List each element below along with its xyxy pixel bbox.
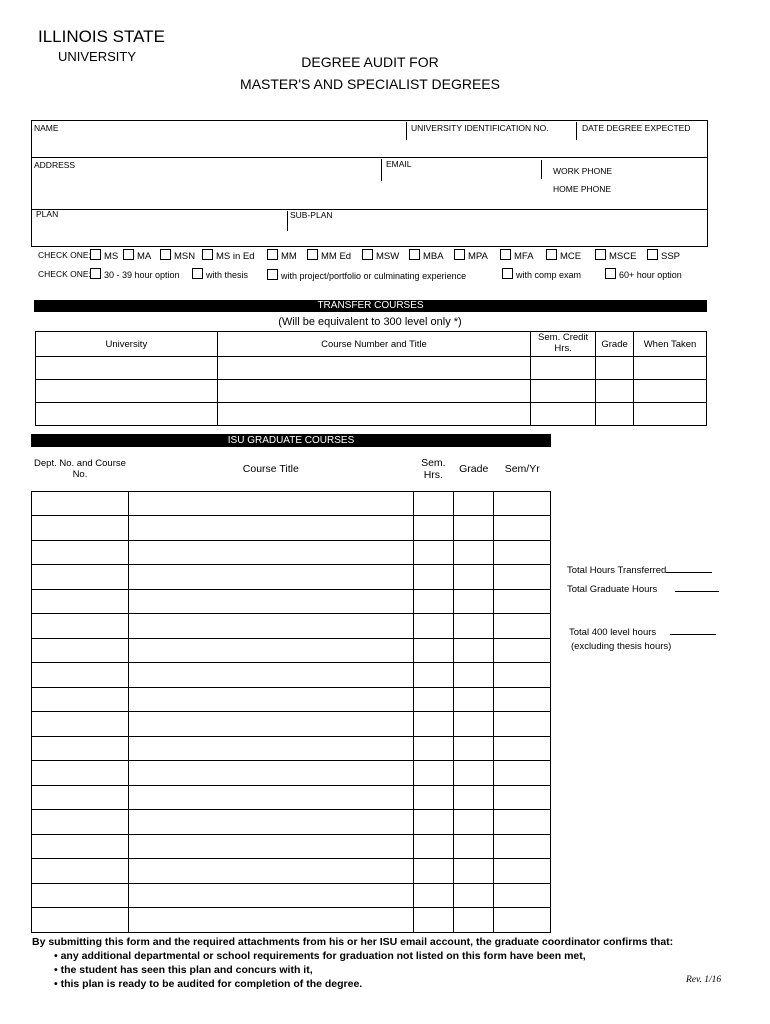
transfer-courses-table [35, 331, 707, 426]
col-course-title: Course Title [128, 447, 413, 491]
checkbox-icon [595, 249, 606, 260]
isu-courses-body [32, 491, 551, 932]
table-row [32, 491, 551, 516]
table-cell[interactable] [454, 565, 494, 590]
table-cell[interactable] [494, 663, 551, 688]
checkbox-icon [502, 268, 513, 279]
table-cell[interactable] [128, 785, 413, 810]
plan-field[interactable]: PLAN [36, 209, 59, 219]
table-cell[interactable] [454, 834, 494, 859]
table-cell[interactable] [128, 687, 413, 712]
table-row [32, 736, 551, 761]
total-400-level-hours[interactable]: Total 400 level hours [569, 627, 716, 638]
table-cell[interactable] [413, 908, 453, 933]
table-cell[interactable] [634, 403, 707, 426]
checkbox-icon [307, 249, 318, 260]
option-checkbox-project[interactable]: with project/portfolio or culminating experience [267, 269, 466, 281]
table-cell[interactable] [531, 357, 596, 380]
table-cell[interactable] [494, 589, 551, 614]
col-credit-hours: Sem. Credit Hrs. [531, 332, 596, 357]
table-cell[interactable] [494, 638, 551, 663]
list-item: • this plan is ready to be audited for completion of the degree. [54, 977, 673, 991]
table-cell[interactable] [413, 736, 453, 761]
table-cell[interactable] [32, 859, 129, 884]
table-cell[interactable] [494, 736, 551, 761]
degree-checkbox-mba[interactable]: MBA [409, 249, 444, 262]
uid-field[interactable]: UNIVERSITY IDENTIFICATION NO. [411, 123, 549, 133]
table-cell[interactable] [32, 736, 129, 761]
option-checkbox-comp-exam[interactable]: with comp exam [502, 268, 581, 280]
table-cell[interactable] [128, 834, 413, 859]
table-row [32, 859, 551, 884]
degree-checkbox-msw[interactable]: MSW [362, 249, 399, 262]
table-cell[interactable] [413, 638, 453, 663]
table-cell[interactable] [128, 810, 413, 835]
table-cell[interactable] [494, 810, 551, 835]
table-row [32, 589, 551, 614]
fill-line [675, 591, 719, 592]
list-item: • any additional departmental or school requirements for graduation not listed on this form have been met, [54, 949, 673, 963]
table-cell[interactable] [634, 357, 707, 380]
table-cell[interactable] [32, 908, 129, 933]
table-cell[interactable] [32, 589, 129, 614]
checkbox-icon [454, 249, 465, 260]
table-cell[interactable] [128, 908, 413, 933]
table-cell[interactable] [32, 663, 129, 688]
table-cell[interactable] [413, 712, 453, 737]
total-400-level-note: (excluding thesis hours) [571, 641, 672, 652]
table-row [32, 834, 551, 859]
table-cell[interactable] [531, 403, 596, 426]
checkbox-icon [409, 249, 420, 260]
transfer-courses-title: TRANSFER COURSES [34, 300, 707, 312]
form-title-line2: MASTER'S AND SPECIALIST DEGREES [240, 76, 500, 92]
table-row [32, 638, 551, 663]
table-cell[interactable] [413, 859, 453, 884]
table-cell[interactable] [128, 516, 413, 541]
checkbox-icon [362, 249, 373, 260]
table-cell[interactable] [494, 540, 551, 565]
checkbox-icon [90, 249, 101, 260]
table-row [32, 908, 551, 933]
table-row [32, 663, 551, 688]
table-cell[interactable] [494, 565, 551, 590]
transfer-courses-subtitle: (Will be equivalent to 300 level only *) [278, 316, 462, 328]
checkbox-icon [267, 269, 278, 280]
table-cell[interactable] [128, 491, 413, 516]
table-cell[interactable] [494, 712, 551, 737]
form-title-line1: DEGREE AUDIT FOR [301, 54, 439, 70]
work-phone-field[interactable]: WORK PHONE [553, 166, 613, 176]
footer-bullets [32, 949, 673, 991]
table-cell[interactable] [494, 834, 551, 859]
table-cell[interactable] [494, 516, 551, 541]
table-cell[interactable] [454, 540, 494, 565]
table-cell[interactable] [32, 614, 129, 639]
table-cell[interactable] [217, 403, 530, 426]
table-row [32, 785, 551, 810]
degree-checkbox-msn[interactable]: MSN [160, 249, 195, 262]
table-cell[interactable] [454, 859, 494, 884]
table-cell[interactable] [128, 565, 413, 590]
option-checkbox-60-hours[interactable]: 60+ hour option [605, 268, 682, 280]
table-row [32, 761, 551, 786]
table-cell[interactable] [494, 883, 551, 908]
table-cell[interactable] [413, 834, 453, 859]
option-checkbox-thesis[interactable]: with thesis [192, 268, 248, 280]
table-cell[interactable] [413, 663, 453, 688]
col-sem-hrs: Sem. Hrs. [413, 447, 453, 491]
table-row [32, 516, 551, 541]
university-name-line2: UNIVERSITY [58, 49, 137, 64]
table-cell[interactable] [128, 883, 413, 908]
checkbox-icon [647, 249, 658, 260]
table-cell[interactable] [128, 638, 413, 663]
checkbox-icon [500, 249, 511, 260]
degree-checkbox-mpa[interactable]: MPA [454, 249, 488, 262]
checkbox-icon [605, 268, 616, 279]
table-cell[interactable] [413, 589, 453, 614]
degree-checkbox-mm-ed[interactable]: MM Ed [307, 249, 351, 262]
checkbox-icon [267, 249, 278, 260]
table-cell[interactable] [413, 785, 453, 810]
degree-checkbox-mfa[interactable]: MFA [500, 249, 534, 262]
university-name-line1: ILLINOIS STATE [38, 27, 165, 46]
table-cell[interactable] [454, 883, 494, 908]
table-cell[interactable] [494, 859, 551, 884]
table-cell[interactable] [128, 736, 413, 761]
table-cell[interactable] [413, 883, 453, 908]
table-cell[interactable] [32, 687, 129, 712]
col-grade: Grade [454, 447, 494, 491]
table-cell[interactable] [454, 761, 494, 786]
isu-courses-table [31, 447, 551, 933]
table-cell[interactable] [494, 491, 551, 516]
address-field[interactable]: ADDRESS [34, 160, 76, 170]
table-row [36, 357, 707, 380]
table-row [32, 883, 551, 908]
check-one-options-label: CHECK ONE: [38, 269, 91, 279]
table-cell[interactable] [128, 663, 413, 688]
table-cell[interactable] [32, 565, 129, 590]
fill-line [666, 572, 712, 573]
table-cell[interactable] [128, 712, 413, 737]
table-cell[interactable] [413, 491, 453, 516]
table-header-row [32, 447, 551, 491]
table-cell[interactable] [32, 540, 129, 565]
degree-checkbox-ms-in-ed[interactable]: MS in Ed [202, 249, 255, 262]
degree-checkbox-mce[interactable]: MCE [546, 249, 581, 262]
table-cell[interactable] [494, 687, 551, 712]
table-row [36, 403, 707, 426]
table-cell[interactable] [454, 687, 494, 712]
degree-checkbox-msce[interactable]: MSCE [595, 249, 636, 262]
checkbox-icon [202, 249, 213, 260]
table-cell[interactable] [413, 761, 453, 786]
table-row [32, 614, 551, 639]
table-cell[interactable] [454, 736, 494, 761]
table-cell[interactable] [454, 663, 494, 688]
table-row [32, 687, 551, 712]
table-cell[interactable] [32, 810, 129, 835]
degree-checkbox-ms[interactable]: MS [90, 249, 118, 262]
table-row [32, 540, 551, 565]
table-cell[interactable] [413, 810, 453, 835]
table-cell[interactable] [32, 712, 129, 737]
table-cell[interactable] [454, 516, 494, 541]
email-field[interactable]: EMAIL [386, 159, 412, 169]
table-row [32, 712, 551, 737]
table-header-row [36, 332, 707, 357]
checkbox-icon [192, 268, 203, 279]
checkbox-icon [123, 249, 134, 260]
table-cell[interactable] [494, 761, 551, 786]
total-graduate-hours[interactable]: Total Graduate Hours [567, 584, 719, 595]
total-hours-transferred[interactable]: Total Hours Transferred [567, 565, 712, 576]
isu-courses-title: ISU GRADUATE COURSES [31, 434, 551, 447]
table-cell[interactable] [128, 761, 413, 786]
table-cell[interactable] [128, 540, 413, 565]
table-cell[interactable] [494, 614, 551, 639]
list-item: • the student has seen this plan and concurs with it, [54, 963, 673, 977]
table-cell[interactable] [531, 380, 596, 403]
table-cell[interactable] [454, 908, 494, 933]
col-sem-yr: Sem/Yr [494, 447, 551, 491]
table-cell[interactable] [32, 516, 129, 541]
degree-checkbox-ma[interactable]: MA [123, 249, 151, 262]
table-cell[interactable] [413, 540, 453, 565]
table-cell[interactable] [454, 712, 494, 737]
table-cell[interactable] [454, 785, 494, 810]
fill-line [670, 634, 716, 635]
name-field[interactable]: NAME [34, 123, 59, 133]
table-cell[interactable] [494, 908, 551, 933]
table-row [36, 380, 707, 403]
table-cell[interactable] [32, 491, 129, 516]
table-cell[interactable] [596, 357, 634, 380]
table-cell[interactable] [32, 883, 129, 908]
table-cell[interactable] [413, 565, 453, 590]
col-dept-course-no: Dept. No. and Course No. [32, 447, 129, 491]
table-cell[interactable] [128, 589, 413, 614]
checkbox-icon [546, 249, 557, 260]
date-expected-field[interactable]: DATE DEGREE EXPECTED [582, 123, 691, 133]
table-cell[interactable] [32, 834, 129, 859]
footer-statement: By submitting this form and the required attachments from his or her ISU email account, the graduate coordinator confirms that: [32, 936, 674, 948]
home-phone-field[interactable]: HOME PHONE [553, 184, 612, 194]
table-row [32, 565, 551, 590]
option-checkbox-30-39-hours[interactable]: 30 - 39 hour option [90, 268, 180, 280]
table-cell[interactable] [454, 810, 494, 835]
degree-checkbox-mm[interactable]: MM [267, 249, 297, 262]
table-cell[interactable] [128, 859, 413, 884]
col-university: University [36, 332, 218, 357]
table-cell[interactable] [596, 380, 634, 403]
table-cell[interactable] [36, 403, 218, 426]
table-cell[interactable] [454, 614, 494, 639]
table-cell[interactable] [454, 589, 494, 614]
check-one-label: CHECK ONE: [38, 250, 91, 260]
footer-statement-block [32, 935, 673, 991]
checkbox-icon [90, 268, 101, 279]
table-cell[interactable] [413, 516, 453, 541]
degree-checkbox-ssp[interactable]: SSP [647, 249, 680, 262]
revision-label: Rev. 1/16 [686, 975, 722, 985]
table-cell[interactable] [413, 614, 453, 639]
table-cell[interactable] [36, 357, 218, 380]
table-cell[interactable] [494, 785, 551, 810]
table-cell[interactable] [32, 785, 129, 810]
sub-plan-field[interactable]: SUB-PLAN [290, 210, 333, 220]
table-cell[interactable] [634, 380, 707, 403]
table-cell[interactable] [32, 761, 129, 786]
table-cell[interactable] [32, 638, 129, 663]
table-cell[interactable] [217, 380, 530, 403]
table-cell[interactable] [413, 687, 453, 712]
table-row [32, 810, 551, 835]
col-when-taken: When Taken [634, 332, 707, 357]
table-cell[interactable] [596, 403, 634, 426]
table-cell[interactable] [454, 638, 494, 663]
table-cell[interactable] [454, 491, 494, 516]
col-grade: Grade [596, 332, 634, 357]
col-course-number-title: Course Number and Title [217, 332, 530, 357]
table-cell[interactable] [36, 380, 218, 403]
checkbox-icon [160, 249, 171, 260]
table-cell[interactable] [217, 357, 530, 380]
table-cell[interactable] [128, 614, 413, 639]
